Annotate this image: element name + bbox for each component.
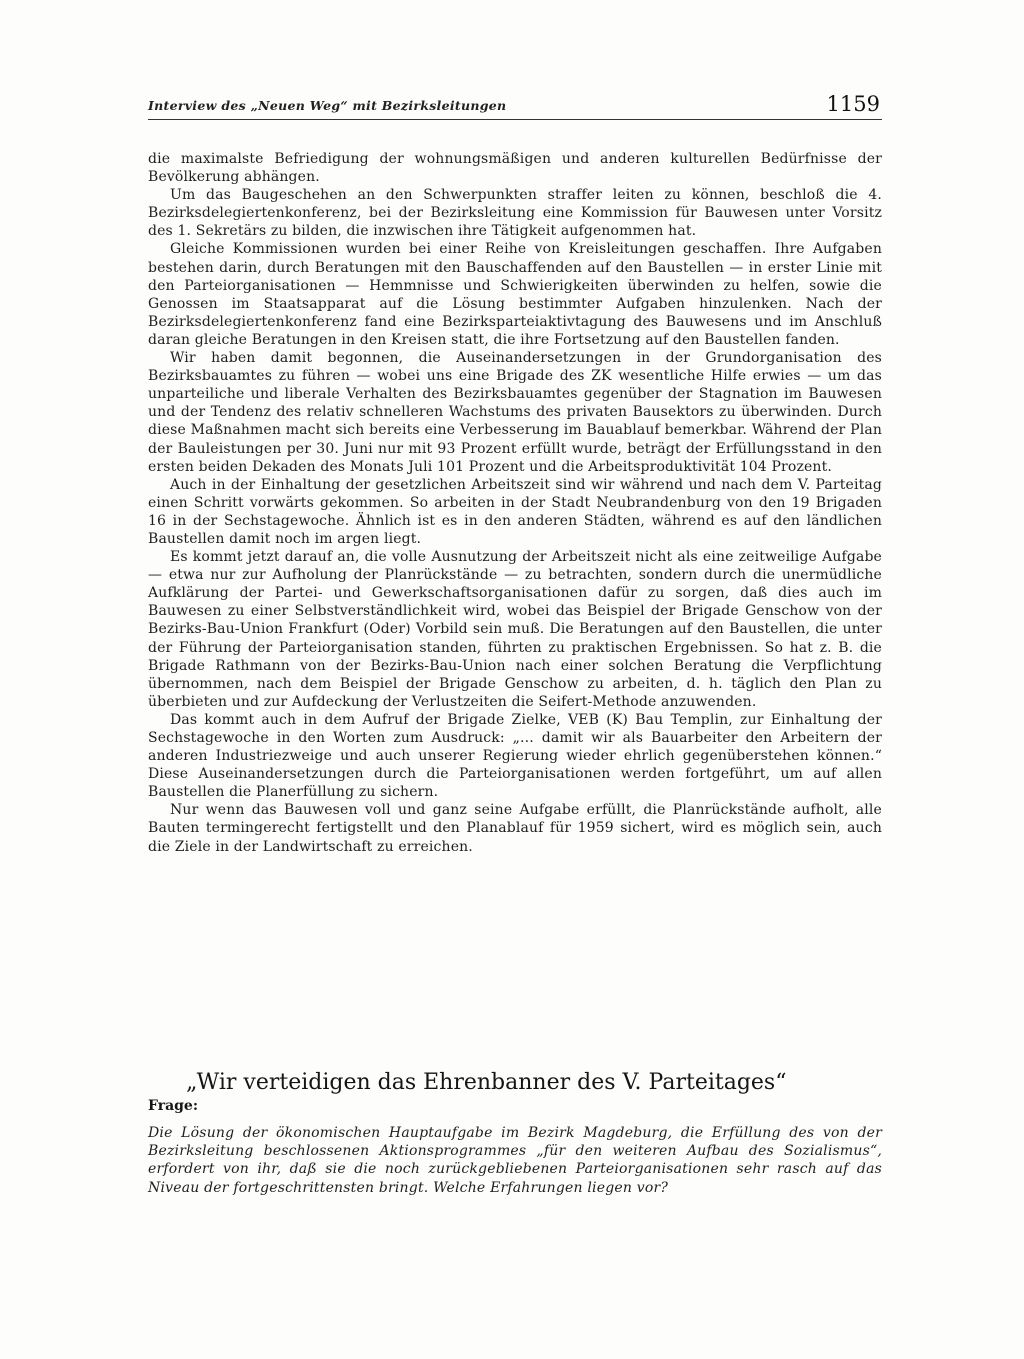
body-text [148,150,882,856]
running-title: Interview des „Neuen Weg“ mit Bezirksleitungen [148,98,507,113]
page-number: 1159 [826,92,880,116]
paragraph-ausnutzung: Es kommt jetzt darauf an, die volle Ausnutzung der Arbeitszeit nicht als eine zeitweilige Aufgabe — etwa nur zur Aufholung der Planrückstände — zu betrachten, sondern durch die unermüdliche Aufklärung der Partei- und Gewerkschaftsorganisationen dafür zu sorgen, daß dies auch im Bauwesen zu einer Selbstverständlichkeit wird, wobei das Beispiel der Brigade Genschow von der Bezirks-Bau-Union Frankfurt (Oder) Vorbild sein muß. Die Beratungen auf den Baustellen, die unter der Führung der Parteiorganisation standen, führten zu praktischen Ergebnissen. So hat z. B. die Brigade Rathmann von der Bezirks-Bau-Union nach einer solchen Beratung die Verpflichtung übernommen, nach dem Beispiel der Brigade Genschow zu arbeiten, d. h. täglich den Plan zu überbieten und zur Aufdeckung der Verlustzeiten die Seifert-Methode anzuwenden. [148,549,882,710]
page-header [148,92,882,120]
frage-label: Frage: [148,1098,199,1114]
paragraph-bezirksbauamt: Wir haben damit begonnen, die Auseinandersetzungen in der Grundorganisation des Bezirksbauamtes zu führen — wobei uns eine Brigade des ZK wesentliche Hilfe erwies — um das unparteiliche und liberale Verhalten des Bezirksbauamtes gegenüber der Stagnation im Bauwesen und der Tendenz des relativ schnelleren Wachstums des privaten Bausektors zu überwinden. Durch diese Maßnahmen macht sich bereits eine Verbesserung im Bauablauf bemerkbar. Während der Plan der Bauleistungen per 30. Juni nur mit 93 Prozent erfüllt wurde, beträgt der Erfüllungsstand in den ersten beiden Dekaden des Monats Juli 101 Prozent und die Arbeitsproduktivität 104 Prozent. [148,350,882,475]
paragraph-kreisleitungen: Gleiche Kommissionen wurden bei einer Reihe von Kreisleitungen geschaffen. Ihre Aufgaben bestehen darin, durch Beratungen mit den Bauschaffenden auf den Baustellen — in erster Linie mit den Parteiorganisationen — Hemmnisse und Schwierigkeiten überwinden zu helfen, sowie die Genossen im Staatsapparat auf die Lösung bestimmter Aufgaben hinzulenken. Nach der Bezirksdelegiertenkonferenz fand eine Bezirksparteiaktivtagung des Bauwesens und im Anschluß daran gleiche Beratungen in den Kreisen statt, die ihre Fortsetzung auf den Baustellen fanden. [148,241,882,348]
paragraph-arbeitszeit: Auch in der Einhaltung der gesetzlichen Arbeitszeit sind wir während und nach dem V. Parteitag einen Schritt vorwärts gekommen. So arbeiten in der Stadt Neubrandenburg von den 19 Brigaden 16 in der Sechstagewoche. Ähnlich ist es in den anderen Städten, während es auf den ländlichen Baustellen damit noch im argen liegt. [148,476,882,547]
question-text: Die Lösung der ökonomischen Hauptaufgabe im Bezirk Magdeburg, die Erfüllung des von der Bezirksleitung beschlossenen Aktionsprogrammes „für den weiteren Aufbau des Sozialismus“, erfordert von ihr, daß sie die noch zurückgebliebenen Parteiorganisationen sehr rasch auf das Niveau der fortgeschrittensten bringt. Welche Erfahrungen liegen vor? [148,1125,882,1196]
paragraph-aufruf: Das kommt auch in dem Aufruf der Brigade Zielke, VEB (K) Bau Templin, zur Einhaltung der Sechstagewoche in den Worten zum Ausdruck: „... damit wir als Bauarbeiter den Arbeitern der anderen Industriezweige und auch unserer Regierung wieder ehrlich gegenüberstehen können.“ Diese Auseinandersetzungen durch die Parteiorganisationen werden fortgeführt, um auf allen Baustellen die Planerfüllung zu sichern. [148,711,882,801]
paragraph-kommission: Um das Baugeschehen an den Schwerpunkten straffer leiten zu können, beschloß die 4. Bezirksdelegiertenkonferenz, bei der Bezirksleitung eine Kommission für Bauwesen unter Vorsitz des 1. Sekretärs zu bilden, die inzwischen ihre Tätigkeit aufgenommen hat. [148,187,882,240]
paragraph-continuation: die maximalste Befriedigung der wohnungsmäßigen und anderen kulturellen Bedürfnisse der Bevölkerung abhängen. [148,151,882,186]
header-rule [148,119,882,120]
paragraph-schluss: Nur wenn das Bauwesen voll und ganz seine Aufgabe erfüllt, die Planrückstände aufholt, alle Bauten termingerecht fertigstellt und den Planablauf für 1959 sichert, wird es möglich sein, auch die Ziele in der Landwirtschaft zu erreichen. [148,802,882,855]
section-heading: „Wir verteidigen das Ehrenbanner des V. Parteitages“ [186,1070,787,1095]
